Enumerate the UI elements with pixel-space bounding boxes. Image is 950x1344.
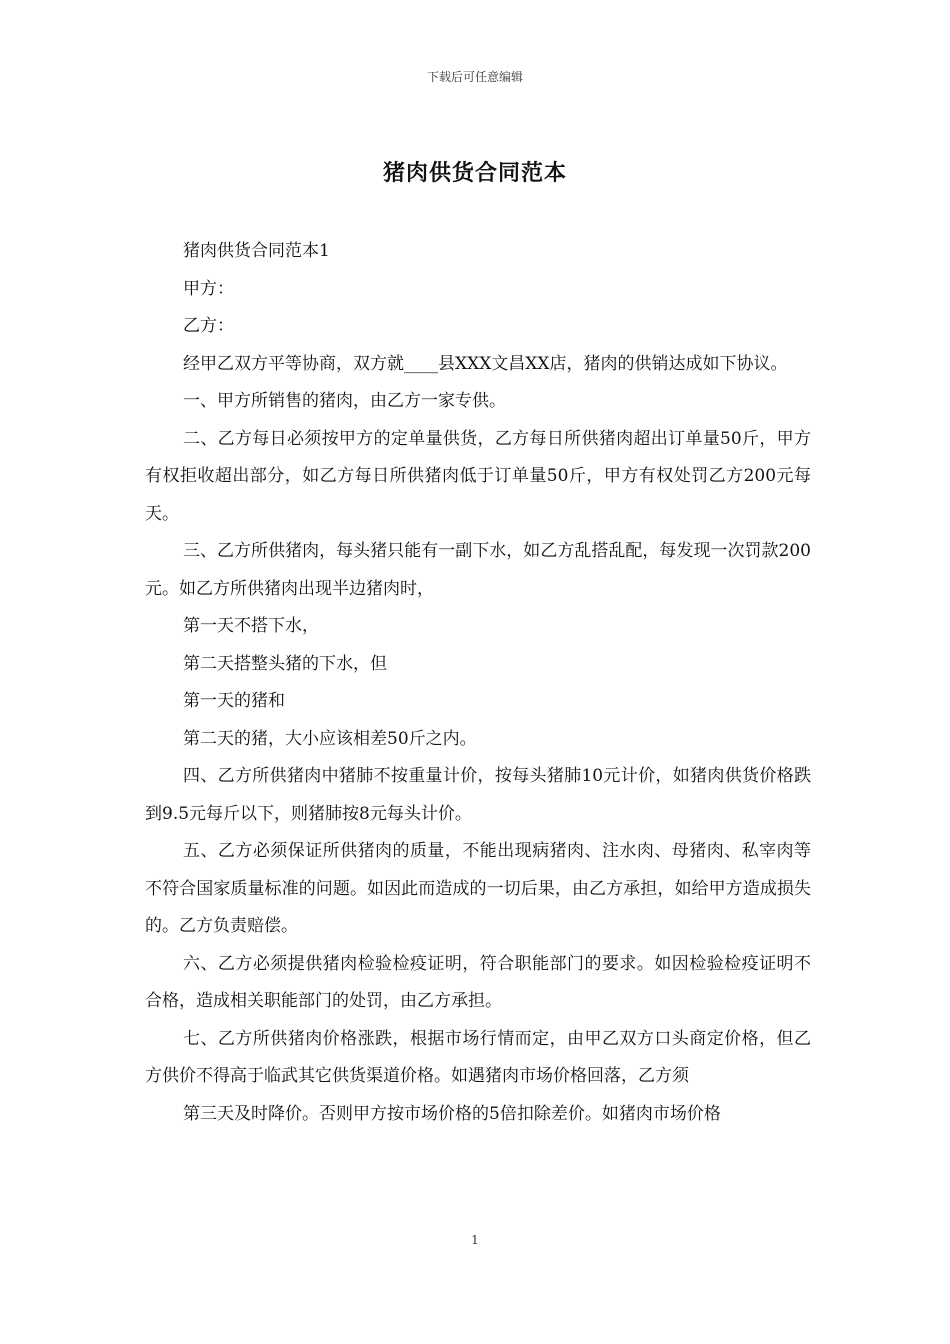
paragraph-intro: 经甲乙双方平等协商，双方就____县XXX文昌XX店，猪肉的供销达成如下协议。 (183, 353, 788, 374)
paragraph-clause-3-day-1: 第一天不搭下水， (183, 616, 319, 636)
paragraph-party-b: 乙方： (183, 316, 234, 336)
paragraph-clause-3-day-2: 第二天搭整头猪的下水，但 (183, 653, 387, 674)
paragraph-party-a: 甲方： (183, 278, 234, 299)
paragraph-clause-2: 二、乙方每日必须按甲方的定单量供货，乙方每日所供猪肉超出订单量50斤，甲方有权拒收超出部分，如乙方每日所供猪肉低于订单量50斤，甲方有权处罚乙方200元每天。 (145, 428, 811, 524)
paragraph-clause-3-day-2-pig: 第二天的猪，大小应该相差50斤之内。 (183, 728, 477, 749)
paragraph-clause-3: 三、乙方所供猪肉，每头猪只能有一副下水，如乙方乱搭乱配，每发现一次罚款200元。如乙方所供猪肉出现半边猪肉时， (145, 541, 811, 599)
paragraph-clause-3-day-1-pig: 第一天的猪和 (183, 691, 285, 711)
header-note: 下载后可任意编辑 (426, 70, 523, 84)
paragraph-clause-5: 五、乙方必须保证所供猪肉的质量，不能出现病猪肉、注水肉、母猪肉、私宰肉等不符合国家质量标准的问题。如因此而造成的一切后果，由乙方承担，如给甲方造成损失的。乙方负责赔偿。 (145, 841, 811, 936)
paragraph-clause-7-cont: 第三天及时降价。否则甲方按市场价格的5倍扣除差价。如猪肉市场价格 (183, 1103, 721, 1124)
document-body (145, 233, 811, 1133)
paragraph-clause-6: 六、乙方必须提供猪肉检验检疫证明，符合职能部门的要求。如因检验检疫证明不合格，造成相关职能部门的处罚，由乙方承担。 (145, 953, 811, 1011)
paragraph-clause-7: 七、乙方所供猪肉价格涨跌，根据市场行情而定，由甲乙双方口头商定价格，但乙方供价不得高于临武其它供货渠道价格。如遇猪肉市场价格回落，乙方须 (145, 1028, 811, 1086)
document-title: 猪肉供货合同范本 (382, 160, 567, 186)
paragraph-clause-4: 四、乙方所供猪肉中猪肺不按重量计价，按每头猪肺10元计价，如猪肉供货价格跌到9.5元每斤以下，则猪肺按8元每头计价。 (145, 766, 811, 824)
paragraph-heading: 猪肉供货合同范本1 (183, 241, 330, 261)
paragraph-clause-1: 一、甲方所销售的猪肉，由乙方一家专供。 (183, 391, 506, 411)
page-number: 1 (471, 1233, 479, 1247)
